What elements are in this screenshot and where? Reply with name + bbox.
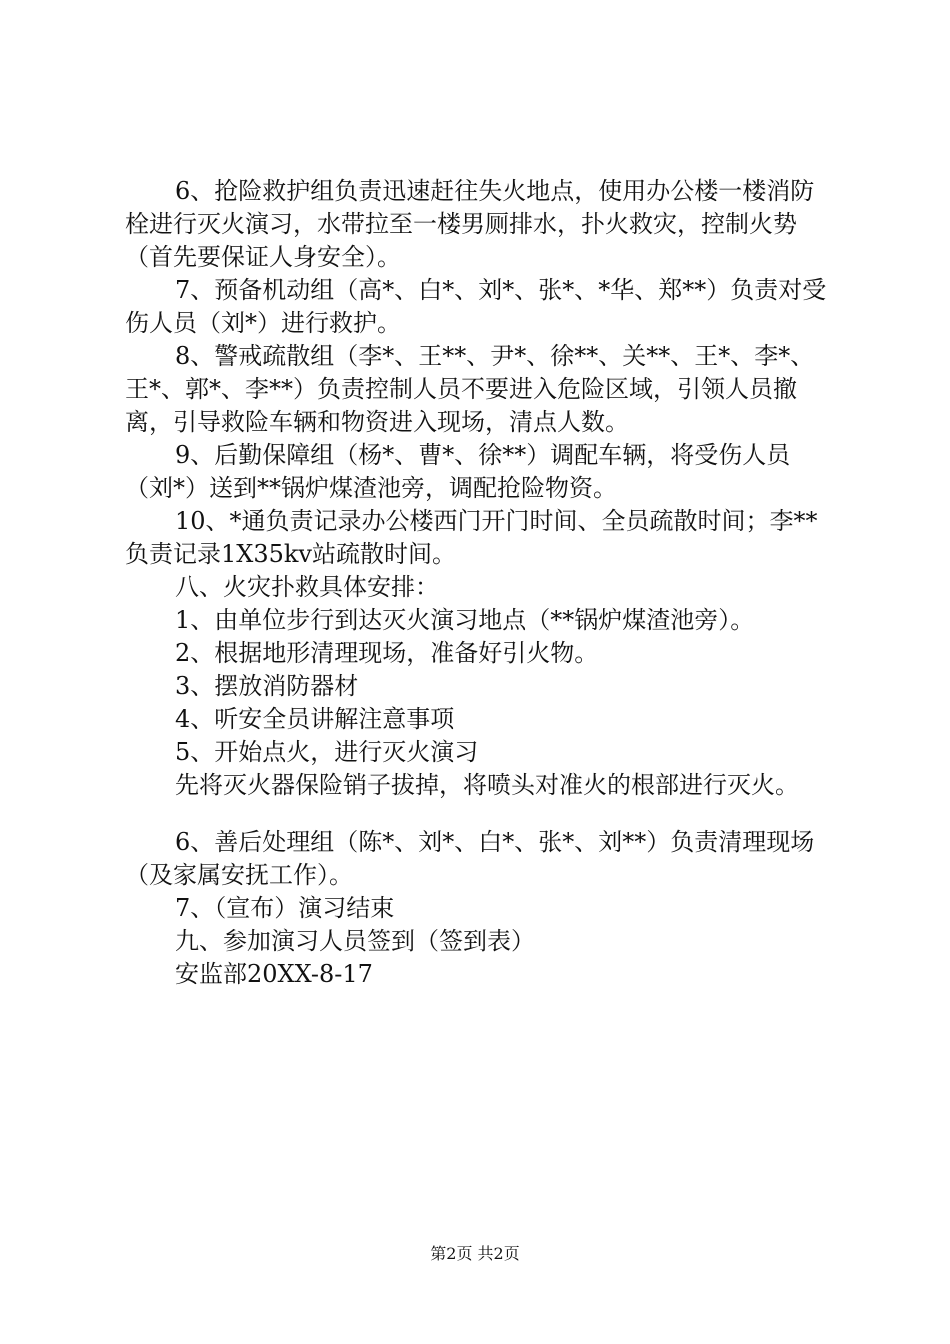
paragraph-recording-duty: 10、*通负责记录办公楼西门开门时间、全员疏散时间；李**负责记录1X35kv站疏散时间。: [125, 507, 818, 568]
paragraph-reserve-team: 7、预备机动组（高*、白*、刘*、张*、*华、郑**）负责对受伤人员（刘*）进行救护。: [125, 276, 827, 337]
list-item-step-3: 3、摆放消防器材: [175, 672, 359, 700]
paragraph-rescue-team: 6、抢险救护组负责迅速赶往失火地点，使用办公楼一楼消防栓进行灭火演习，水带拉至一楼男厕排水，扑火救灾，控制火势（首先要保证人身安全）。: [125, 177, 815, 271]
document-signature-date: 安监部20XX-8-17: [175, 960, 373, 988]
list-item-step-1: 1、由单位步行到达灭火演习地点（**锅炉煤渣池旁）。: [175, 606, 755, 634]
paragraph-extinguisher-instruction: 先将灭火器保险销子拔掉，将喷头对准火的根部进行灭火。: [175, 771, 799, 799]
document-body: [125, 175, 835, 991]
section-heading-fire-arrangement: 八、火灾扑救具体安排：: [175, 573, 439, 601]
list-item-step-4: 4、听安全员讲解注意事项: [175, 705, 455, 733]
paragraph-aftermath-team: 6、善后处理组（陈*、刘*、白*、张*、刘**）负责清理现场（及家属安抚工作）。: [125, 828, 815, 889]
list-item-step-5: 5、开始点火，进行灭火演习: [175, 738, 479, 766]
section-heading-sign-in: 九、参加演习人员签到（签到表）: [175, 927, 535, 955]
page-number-footer: 第2页 共2页: [430, 1244, 520, 1263]
list-item-step-2: 2、根据地形清理现场，准备好引火物。: [175, 639, 599, 667]
blank-line: [125, 802, 835, 826]
paragraph-evacuation-team: 8、警戒疏散组（李*、王**、尹*、徐**、关**、王*、李*、王*、郭*、李**）负责控制人员不要进入危险区域，引领人员撤离，引导救险车辆和物资进入现场，清点人数。: [125, 342, 815, 436]
paragraph-logistics-team: 9、后勤保障组（杨*、曹*、徐**）调配车辆，将受伤人员（刘*）送到**锅炉煤渣池旁，调配抢险物资。: [125, 441, 791, 502]
list-item-drill-end: 7、（宣布）演习结束: [175, 894, 395, 922]
